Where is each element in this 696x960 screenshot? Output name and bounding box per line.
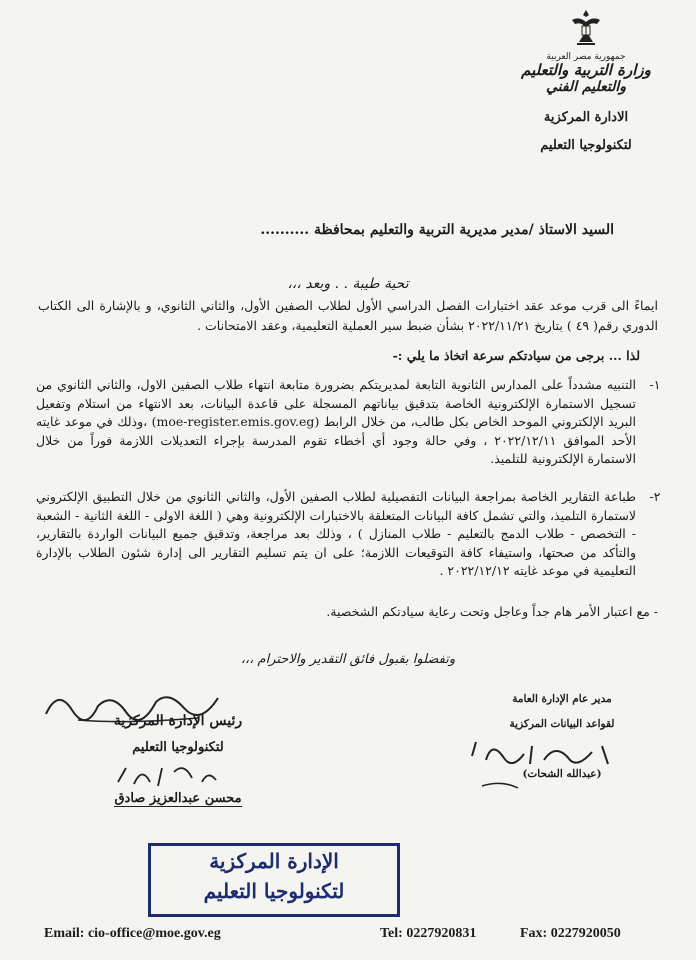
department-subname: لتكنولوجيا التعليم — [540, 138, 632, 153]
official-stamp — [148, 843, 400, 917]
letterhead — [506, 8, 666, 155]
signature-block-head — [68, 712, 288, 806]
addressee: السيد الاستاذ /مدير مديرية التربية والتعليم بمحافظة .......... — [260, 222, 614, 238]
stamp-line-2: لتكنولوجيا التعليم — [203, 879, 345, 903]
signatory-subtitle: لقواعد البيانات المركزية — [509, 718, 615, 730]
request-line: لذا ... برجى من سيادتكم سرعة اتخاذ ما يلي :- — [392, 348, 640, 363]
intro-paragraph: ايماءً الى قرب موعد عقد اختبارات الفصل الدراسي الأول لطلاب الصفين الأول، والثاني الثانوي، و بالإشارة الى الكتاب الدوري رقم( ٤٩ ) بتاريخ ٢٠٢٢/١١/٢١ بشأن ضبط سير العملية التعليمية، وعقد الامتحانات . — [38, 298, 658, 333]
signatory-name: (عبدالله الشحات) — [522, 768, 602, 780]
instruction-item-2 — [36, 488, 666, 581]
regards-line: وتفضلوا بقبول فائق التقدير والاحترام ،،، — [240, 652, 456, 667]
signatory-title: مدير عام الإدارة العامة — [512, 693, 612, 705]
instruction-item-1 — [36, 376, 666, 469]
eagle-emblem-icon — [569, 8, 603, 48]
contact-footer — [44, 924, 668, 948]
signature-block-director — [472, 692, 652, 780]
item-number: ١- — [649, 377, 661, 392]
footer-email: Email: cio-office@moe.gov.eg — [44, 926, 221, 941]
signatory-subtitle: لتكنولوجيا التعليم — [132, 740, 224, 755]
item-text: طباعة التقارير الخاصة بمراجعة البيانات التفصيلية لطلاب الصفين الأول، والثاني الثانوي من خلال التطبيق الإلكتروني لاستمارة التلميذ، والتي تشمل كافة البيانات المتعلقة بالاختبارات الإلكترونية وهي ( اللغة الاولى - اللغة الثانية - الشعبة - التخصص - طلاب الدمج بالتعليم - طلاب المنازل ) ، وذلك بعد مراجعة، وتدقيق جميع البيانات الواردة بالتقارير، والتأكد من صحتها، واستيفاء كافة التوقيعات اللازمة؛ على ان يتم تسليم التقارير الى إدارة شئون الطلاب بالإدارة التعليمية في موعد غايته ٢٠٢٢/١٢/١٢ . — [36, 489, 636, 578]
ministry-subname: والتعليم الفني — [545, 79, 627, 95]
item-number: ٢- — [649, 489, 661, 504]
country-name: جمهورية مصر العربية — [546, 52, 626, 62]
signatory-title: رئيس الإدارة المركزية — [113, 713, 243, 729]
ministry-name: وزارة التربية والتعليم — [521, 61, 651, 79]
handwritten-signature-icon — [38, 684, 238, 728]
handwritten-signature-icon — [452, 736, 632, 796]
item-text: التنبيه مشدداً على المدارس الثانوية التابعة لمديريتكم بضرورة متابعة انتهاء طلاب الصفين الاول، والثاني الثانوي من تسجيل الاستمارة الإلكترونية الخاصة بتدقيق بياناتهم المسجلة على قاعدة البيانات، بعد الانتهاء من استلام وتفعيل البريد الإلكتروني الموحد الخاص بكل طالب، من خلال الرابط (moe-register.emis.gov.eg) ،وذلك في موعد غايته الأحد الموافق ٢٠٢٢/١٢/١١ ، وفي حالة وجود أي أخطاء تقوم المدرسة بإجراء التعديلات اللازمة فوراً من خلال الاستمارة الإلكترونية للتلميذ. — [36, 377, 636, 466]
footer-phone: Tel: 0227920831 — [380, 926, 477, 941]
handwritten-date-icon — [112, 762, 222, 792]
greeting: تحية طيبة . . وبعد ،،، — [287, 276, 409, 292]
footer-fax: Fax: 0227920050 — [520, 926, 621, 941]
closing-note: - مع اعتبار الأمر هام جداً وعاجل وتحت رعاية سيادتكم الشخصية. — [326, 604, 658, 619]
department-name: الادارة المركزية — [543, 110, 629, 125]
signatory-name: محسن عبدالعزيز صادق — [114, 791, 242, 806]
stamp-line-1: الإدارة المركزية — [209, 849, 339, 873]
